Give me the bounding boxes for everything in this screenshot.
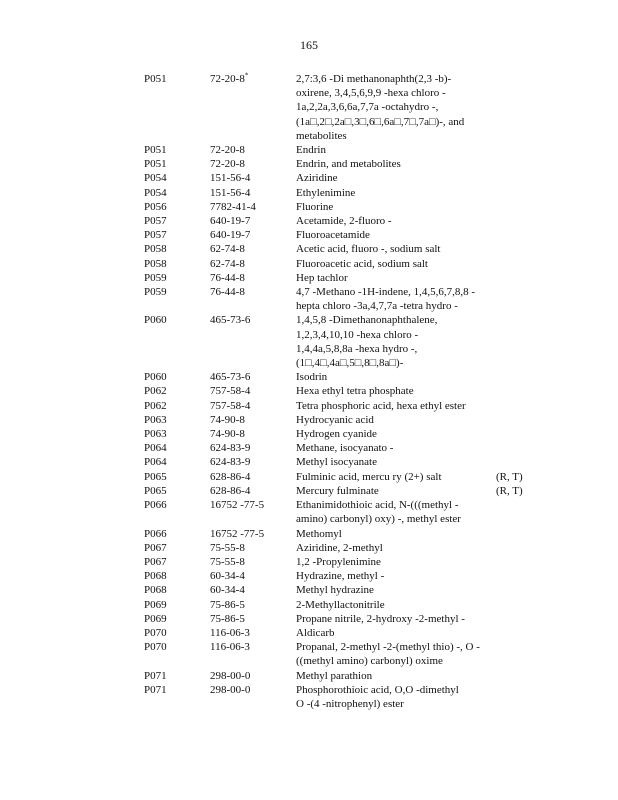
substance-name (296, 527, 496, 541)
table-row (144, 143, 544, 157)
waste-code: P066 (144, 527, 167, 540)
cas-number: 72-20-8* (210, 71, 249, 85)
cas-number: 628-86-4 (210, 470, 251, 483)
cas-number: 298-00-0 (210, 669, 251, 682)
table-row (144, 555, 544, 569)
substance-name-line: amino) carbonyl) oxy) -, methyl ester (296, 513, 461, 526)
page-number: 165 (300, 38, 318, 52)
table-row (144, 583, 544, 597)
waste-code: P063 (144, 428, 167, 441)
substance-name (296, 242, 496, 256)
cas-number: 62-74-8 (210, 257, 245, 270)
table-row (144, 598, 544, 612)
table-row (144, 498, 544, 526)
cas-number: 72-20-8 (210, 144, 245, 157)
cas-number: 116-06-3 (210, 626, 250, 639)
substance-name-line: Fluorine (296, 200, 334, 213)
table-row (144, 228, 544, 242)
substance-name (296, 399, 496, 413)
cas-number: 75-55-8 (210, 541, 245, 554)
substance-name (296, 441, 496, 455)
table-row (144, 171, 544, 185)
table-row (144, 427, 544, 441)
substance-name (296, 313, 496, 370)
waste-code: P060 (144, 371, 167, 384)
substance-name-line: 2,7:3,6 -Di methanonaphth(2,3 -b)- (296, 73, 452, 85)
table-row (144, 541, 544, 555)
cas-number: 624-83-9 (210, 456, 251, 469)
hazardous-waste-table (144, 72, 544, 711)
cas-number: 640-19-7 (210, 215, 251, 228)
cas-number: 16752 -77-5 (210, 527, 265, 540)
waste-code: P058 (144, 257, 167, 270)
substance-name-line: Methomyl (296, 527, 342, 540)
substance-name (296, 669, 496, 683)
substance-name-line: O -(4 -nitrophenyl) ester (296, 697, 404, 710)
table-row (144, 640, 544, 668)
table-row (144, 285, 544, 313)
substance-name-line: Phosphorothioic acid, O,O -dimethyl (296, 683, 459, 696)
table-row (144, 455, 544, 469)
cas-number: 74-90-8 (210, 413, 245, 426)
table-row (144, 200, 544, 214)
cas-number: 116-06-3 (210, 641, 250, 654)
substance-name (296, 271, 496, 285)
substance-name-line: (1a□,2□,2a□,3□,6□,6a□,7□,7a□)-, and (296, 115, 465, 128)
substance-name (296, 171, 496, 185)
table-row (144, 72, 544, 143)
substance-name-line: Acetamide, 2-fluoro - (296, 215, 392, 228)
substance-name-line: 1,4,4a,5,8,8a -hexa hydro -, (296, 342, 418, 355)
waste-code: P051 (144, 144, 167, 157)
waste-code: P068 (144, 584, 167, 597)
table-row (144, 214, 544, 228)
waste-code: P070 (144, 626, 167, 639)
hazard-code: (R, T) (496, 470, 523, 483)
substance-name-line: Hydrazine, methyl - (296, 570, 385, 583)
substance-name-line: Acetic acid, fluoro -, sodium salt (296, 243, 441, 256)
table-row (144, 669, 544, 683)
substance-name-line: Methyl isocyanate (296, 456, 377, 469)
cas-number: 60-34-4 (210, 570, 245, 583)
table-row (144, 384, 544, 398)
substance-name-line: Ethylenimine (296, 186, 356, 199)
substance-name (296, 583, 496, 597)
substance-name (296, 370, 496, 384)
waste-code: P063 (144, 413, 167, 426)
waste-code: P071 (144, 683, 167, 696)
substance-name-line: Aziridine (296, 172, 338, 185)
substance-name (296, 683, 496, 711)
waste-code: P064 (144, 456, 167, 469)
waste-code: P051 (144, 73, 167, 85)
table-row (144, 257, 544, 271)
substance-name-line: Methyl hydrazine (296, 584, 374, 597)
table-row (144, 569, 544, 583)
substance-name (296, 257, 496, 271)
substance-name-line: Endrin (296, 144, 326, 157)
waste-code: P065 (144, 470, 167, 483)
substance-name (296, 413, 496, 427)
table-row (144, 413, 544, 427)
table-row (144, 612, 544, 626)
substance-name-line: hepta chloro -3a,4,7,7a -tetra hydro - (296, 300, 458, 313)
cas-number: 62-74-8 (210, 243, 245, 256)
waste-code: P056 (144, 200, 167, 213)
cas-number: 76-44-8 (210, 286, 245, 299)
cas-number: 76-44-8 (210, 271, 245, 284)
substance-name-line: Propane nitrile, 2-hydroxy -2-methyl - (296, 612, 465, 625)
table-row (144, 441, 544, 455)
waste-code: P054 (144, 186, 167, 199)
table-row (144, 527, 544, 541)
waste-code: P064 (144, 442, 167, 455)
substance-name-line: Aldicarb (296, 626, 335, 639)
substance-name-line: oxirene, 3,4,5,6,9,9 -hexa chloro - (296, 87, 446, 100)
waste-code: P067 (144, 541, 167, 554)
substance-name-line: metabolites (296, 129, 347, 142)
table-row (144, 313, 544, 370)
cas-number: 628-86-4 (210, 484, 251, 497)
substance-name-line: 1,4,5,8 -Dimethanonaphthalene, (296, 314, 438, 327)
cas-number: 60-34-4 (210, 584, 245, 597)
cas-number: 624-83-9 (210, 442, 251, 455)
substance-name (296, 569, 496, 583)
substance-name-line: Isodrin (296, 371, 328, 384)
substance-name-line: Methane, isocyanato - (296, 442, 394, 455)
substance-name (296, 598, 496, 612)
substance-name-line: Hexa ethyl tetra phosphate (296, 385, 414, 398)
table-row (144, 186, 544, 200)
table-row (144, 399, 544, 413)
cas-number: 16752 -77-5 (210, 499, 265, 512)
substance-name-line: ((methyl amino) carbonyl) oxime (296, 655, 443, 668)
waste-code: P067 (144, 555, 167, 568)
substance-name-line: Methyl parathion (296, 669, 373, 682)
cas-number: 640-19-7 (210, 229, 251, 242)
waste-code: P068 (144, 570, 167, 583)
cas-number: 465-73-6 (210, 371, 251, 384)
cas-number: 757-58-4 (210, 399, 251, 412)
substance-name (296, 200, 496, 214)
waste-code: P059 (144, 286, 167, 299)
substance-name (296, 640, 496, 668)
waste-code: P054 (144, 172, 167, 185)
cas-number: 757-58-4 (210, 385, 251, 398)
waste-code: P057 (144, 229, 167, 242)
substance-name-line: Mercury fulminate (296, 484, 379, 497)
cas-number: 74-90-8 (210, 428, 245, 441)
substance-name (296, 427, 496, 441)
table-row (144, 157, 544, 171)
waste-code: P062 (144, 399, 167, 412)
substance-name (296, 470, 496, 484)
table-row (144, 626, 544, 640)
waste-code: P059 (144, 271, 167, 284)
substance-name (296, 157, 496, 171)
substance-name (296, 498, 496, 526)
substance-name-line: Fluoroacetic acid, sodium salt (296, 257, 428, 270)
waste-code: P066 (144, 499, 167, 512)
cas-number: 75-55-8 (210, 555, 245, 568)
substance-name-line: 1,2 -Propylenimine (296, 555, 381, 568)
waste-code: P069 (144, 598, 167, 611)
waste-code: P060 (144, 314, 167, 327)
table-row (144, 470, 544, 484)
substance-name-line: Hydrocyanic acid (296, 413, 374, 426)
cas-number: 465-73-6 (210, 314, 251, 327)
substance-name-line: Ethanimidothioic acid, N-(((methyl - (296, 499, 459, 512)
waste-code: P057 (144, 215, 167, 228)
substance-name-line: 2-Methyllactonitrile (296, 598, 385, 611)
table-row (144, 370, 544, 384)
substance-name (296, 72, 496, 143)
hazard-code: (R, T) (496, 484, 523, 497)
cas-number: 151-56-4 (210, 186, 251, 199)
cas-footnote-mark: * (244, 71, 249, 80)
substance-name (296, 285, 496, 313)
cas-number: 72-20-8 (210, 158, 245, 171)
substance-name-line: Fluoroacetamide (296, 229, 370, 242)
substance-name (296, 186, 496, 200)
substance-name-line: Fulminic acid, mercu ry (2+) salt (296, 470, 442, 483)
cas-number: 298-00-0 (210, 683, 251, 696)
table-row (144, 271, 544, 285)
waste-code: P065 (144, 484, 167, 497)
substance-name-line: 1,2,3,4,10,10 -hexa chloro - (296, 328, 419, 341)
substance-name (296, 214, 496, 228)
substance-name-line: Hydrogen cyanide (296, 428, 377, 441)
substance-name-line: (1□,4□,4a□,5□,8□,8a□)- (296, 357, 404, 370)
waste-code: P062 (144, 385, 167, 398)
substance-name-line: Propanal, 2-methyl -2-(methyl thio) -, O - (296, 641, 480, 654)
table-row (144, 484, 544, 498)
substance-name (296, 612, 496, 626)
waste-code: P051 (144, 158, 167, 171)
substance-name (296, 455, 496, 469)
cas-number: 7782-41-4 (210, 200, 256, 213)
substance-name-line: Aziridine, 2-methyl (296, 541, 383, 554)
table-row (144, 683, 544, 711)
cas-number: 75-86-5 (210, 598, 245, 611)
cas-number: 75-86-5 (210, 612, 245, 625)
waste-code: P058 (144, 243, 167, 256)
substance-name-line: Hep tachlor (296, 271, 348, 284)
substance-name-line: Endrin, and metabolites (296, 158, 401, 171)
table-row (144, 242, 544, 256)
substance-name-line: Tetra phosphoric acid, hexa ethyl ester (296, 399, 466, 412)
substance-name (296, 626, 496, 640)
substance-name (296, 143, 496, 157)
waste-code: P069 (144, 612, 167, 625)
substance-name-line: 1a,2,2a,3,6,6a,7,7a -octahydro -, (296, 101, 439, 114)
substance-name (296, 541, 496, 555)
substance-name (296, 484, 496, 498)
waste-code: P071 (144, 669, 167, 682)
substance-name (296, 555, 496, 569)
waste-code: P070 (144, 641, 167, 654)
substance-name (296, 384, 496, 398)
cas-number: 151-56-4 (210, 172, 251, 185)
substance-name-line: 4,7 -Methano -1H-indene, 1,4,5,6,7,8,8 - (296, 286, 476, 299)
substance-name (296, 228, 496, 242)
